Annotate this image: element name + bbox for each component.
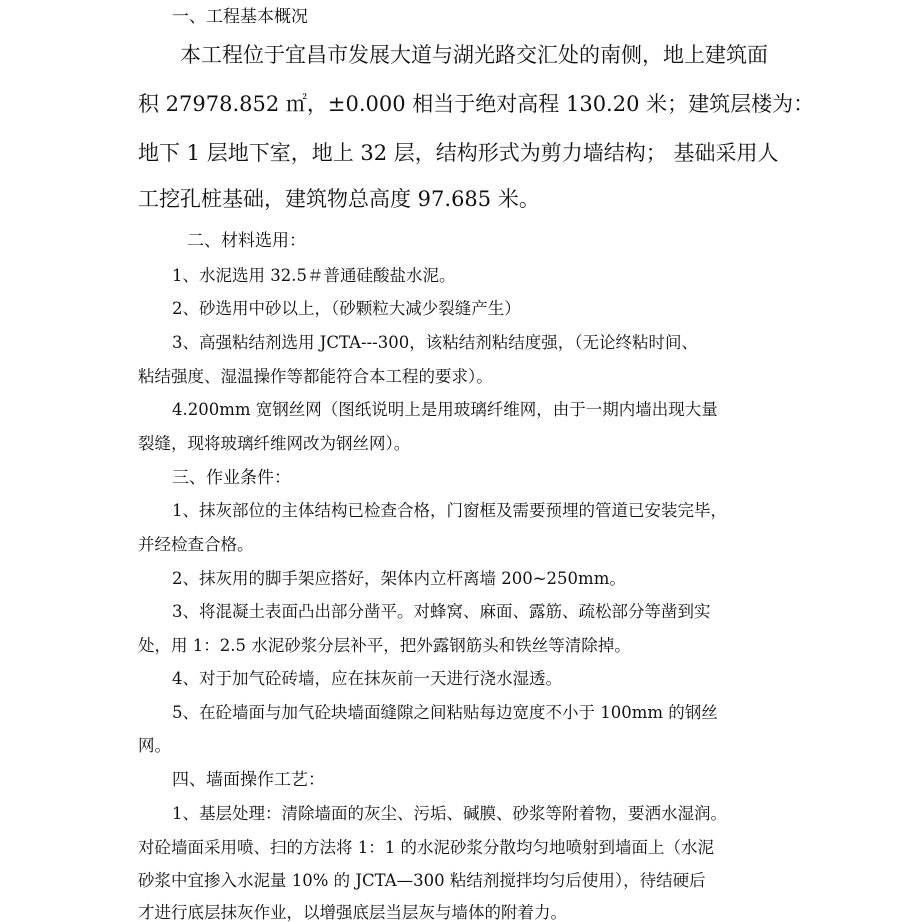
paragraph-line: 处，用 1：2.5 水泥砂浆分层补平，把外露钢筋头和铁丝等清除掉。	[138, 636, 631, 655]
paragraph-line: 本工程位于宜昌市发展大道与湖光路交汇处的南侧，地上建筑面	[180, 43, 768, 67]
section-heading-1: 一、工程基本概况	[172, 7, 308, 27]
paragraph-line: 3、将混凝土表面凸出部分凿平。对蜂窝、麻面、露筋、疏松部分等凿到实	[172, 602, 711, 621]
paragraph-line: 1、抹灰部位的主体结构已检查合格，门窗框及需要预埋的管道已安装完毕，	[172, 501, 727, 520]
paragraph-line: 砂浆中宜掺入水泥量 10% 的 JCTA—300 粘结剂搅拌均匀后使用），待结硬后	[138, 871, 706, 890]
paragraph-line: 网。	[138, 736, 171, 755]
paragraph-line: 4、对于加气砼砖墙，应在抹灰前一天进行浇水湿透。	[172, 669, 562, 688]
paragraph-line: 2、砂选用中砂以上，（砂颗粒大减少裂缝产生）	[172, 299, 521, 318]
paragraph-line: 5、在砼墙面与加气砼块墙面缝隙之间粘贴每边宽度不小于 100mm 的钢丝	[172, 703, 718, 722]
section-heading-2: 二、材料选用：	[187, 231, 306, 251]
paragraph-line: 工挖孔桩基础，建筑物总高度 97.685 米。	[138, 187, 540, 211]
section-heading-3: 三、作业条件：	[172, 468, 291, 488]
paragraph-line: 地下 1 层地下室，地上 32 层，结构形式为剪力墙结构； 基础采用人	[138, 141, 779, 165]
paragraph-line: 并经检查合格。	[138, 535, 254, 554]
paragraph-line: 才进行底层抹灰作业，以增强底层当层灰与墙体的附着力。	[138, 903, 567, 922]
paragraph-line: 2、抹灰用的脚手架应搭好，架体内立杆离墙 200~250mm。	[172, 569, 626, 588]
paragraph-line: 对砼墙面采用喷、扫的方法将 1：1 的水泥砂浆分散均匀地喷射到墙面上（水泥	[138, 838, 714, 857]
paragraph-line: 1、基层处理：清除墙面的灰尘、污垢、碱膜、砂浆等附着物，要洒水湿润。	[172, 804, 727, 823]
paragraph-line: 4.200mm 宽钢丝网（图纸说明上是用玻璃纤维网，由于一期内墙出现大量	[172, 400, 718, 419]
paragraph-line: 裂缝，现将玻璃纤维网改为钢丝网）。	[138, 434, 411, 453]
paragraph-line: 3、高强粘结剂选用 JCTA---300，该粘结剂粘结度强，（无论终粘时间、	[172, 333, 698, 352]
paragraph-line: 粘结强度、湿温操作等都能符合本工程的要求）。	[138, 367, 493, 386]
paragraph-line: 积 27978.852 ㎡，±0.000 相当于绝对高程 130.20 米；建筑层楼为：	[138, 92, 815, 116]
section-heading-4: 四、墙面操作工艺：	[172, 770, 325, 790]
paragraph-line: 1、水泥选用 32.5＃普通硅酸盐水泥。	[172, 266, 456, 285]
